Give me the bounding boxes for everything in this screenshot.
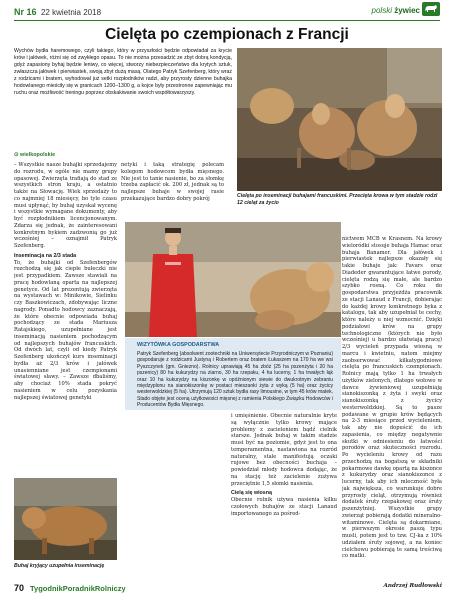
issue-date: 22 kwietnia 2018 [40,8,102,17]
photo-cows-caption: Cielęta po inseminacji buhajami francuskimi. Przecięta krowa w tym stadzie rodzi 12 cieląt za życio [237,193,438,206]
article-lead: Wychów bydła haremowego, czyli takiego, który w przyszłości będzie odpowiadał za krycie krów i jałówek, różni się od zwykłego opasu. To nie można przesadzić ze zbyt dobrą kondycją, gdyż zapasiony byhaj będzie leniwy, co więcej, stworzy niebezpieczeństwo dla krytych sztuk, zwłaszcza jałówek i pierwiastek, swoją zbyt dużą masą. Olatego Patryk Szefenberg, który wraz z rodzicami i bratem, wyhodował już setki rozpłodników radzi, aby przyrosty dzienne buhajka hodowlanego mieściły się w granicach 1200–1300 g, a kojce były przestronne zapewniając mu ruchu oraz możliwość treningu poprzez obskakiwanie swoich współtowarzyszy. [14,48,232,96]
paragraph: To, że buhajki od Szefenbergów rozchodzą się jak ciepłe bułeczki nie jest przypadkiem. Zawsze stawiali na pracę hodowlaną oparta na najlepszej genetyce. Od lat prezentują zwierzęta na wystawach w: Minikowie, Sielinku czy Baszkowiczach, zdobywając liczne nagrody. Ponadto hodowcy zaznaczają, że które obecnie odpowiada buhaj pochodzący ze stada Mariusza Ratajskiego, uzupełniane jest inseminacją nasieniem pochodzącym od najlepszych buhajów francuskich. Od dwóch lat, czyli od kiedy Patryk Szefenberg ukończył kurs inseminacji bydła aż 2/3 krów i jałówek unasienniane jest czempionami światowej sławy. – Zawsze dbaliśmy, aby chociaż 10% stada pokryć nasieniem w celu pozyskania najlepszej światowej genetyki [14,259,117,401]
cow-logo-icon [422,2,440,16]
photo-cows [237,48,442,191]
text-column-3 [342,236,442,581]
photo-bull-caption: Buhaj kryjący uzupełnia inseminację [14,563,105,569]
issue-header [14,7,101,17]
text-column-4 [231,413,337,583]
issue-number: Nr 16 [14,7,37,17]
section-label: polski żywiec [371,6,420,15]
paragraph: nictwem MCB w Krasnem. Na krowy wieloródki stosuje buhaja Hamac oraz buhaja Banamer. Dla jałówek i pierwiastek najlepsze okazały się takie buhaje jak: Favars oraz Diadeder gwarantujące łatwe porody, cielęta rodzą się małe, ale bardzo szybko rosną. Co roku do gospodarstwa przyjeżdża pracownik ze stacji Lanaud z Francji, dobierając do każdej krowy konkretnego byka z katalogu, tak aby uzupełniał te cechy, które należy u niej wzmocnić. Dzięki podziałowi krów na grupy technologiczne (których nie było wcześniej) u bardzo ułatwiają pracę) 2/3 wycieleń przypada wiosną w marcu i kwietniu, natom miejmy zaobserwować kilkatygodniowe cielęta po francuskich czempionach. Rolnicy mają tylko 1 ha trwałych użytków zielonych, dlatego wołowo w dawce żywieniowej uzupełniają sianokiszonką z żyta i swyki oraz sianokiszonką z życicy westerwoldzkiej. Są to pasze podawane w grupie krów będących na 2-3 miesiące przed wycieleniem, tak aby nie dopuścić do ich zapasienia, co między negatywnie skutki w odniesieniu do łatwości porodów oraz skuteczności rozrodu. Po wycieleniu krowy od razu przechodzą na bogatszą w składniki pokarmowe dawkę opartą na kiszonce z kukurydzy oraz sianokiszonce z lucerny, tak aby ich mleczność była jak największa, co warunkuje dobre przyrosty cieląt, otrzymują również dodatek śruty rzepakowej oraz śruty pszenżytniej. Wszystkie grupy zwierząt pobierają dodatki mineralno-witaminowe. Cielęta są dokarmiane, w pierwszym okresie paszą typu musli, potem jest to tzw. CJ-ka z 10% udziałem śruty sojowej, a na koniec cielchowu pobierają te samą treściwą co matki. [342,236,442,560]
subheading-inseminacja: Inseminacja na 2/3 stada [14,252,77,259]
paragraph: – Wszystkie nasze buhajki sprzedajemy do rozrodu, w ogóle nie mamy grupy opasowej. Zwierzęta trafiają do stad ze wszystkich stron kraju, a ostatnio także na Słowację. Wiek sprzedaży to co najmniej 18 miesięcy, bo tyle czasu musi upłynąć, by buhaj uzyskał wycenę i wszystkie wymagane dokumenty, aby być rozpłodnikiem licencjonowanym. Zdarza się jednak, że zainteresowani konkretnym bykiem zadzwonią go już wcześniej – oznajmił Patryk Szefenberg. [14,162,117,249]
paragraph: i umięśnienie. Obecnie naturalnie kryte są wyłącznie tylko krowy mające problemy z zacieleniem bądź cielnik starsze. Jednak buhaj w takim stadzie musi być na poziomie, gdyż jest to ona temperamentna, nastawiona na rozród naturalny, stale manifestują oczaki rujowe bez obecności buchaja – powiedział młody hodowca dodając, że na stację też zacielenie zużywa przeciętnie 1,5 słomki nasienia. [231,413,337,487]
paragraph: netyki i taką strategię polecam kolegom hodowcom bydła mięsnego. Nie jest to tanie nasienie, bo za słomkę trzeba zapłacić ok. 200 zł, jednak są to najlepsze buhaje w swojej rasie przekazujące bardzo dobry pokrój [121,162,224,202]
paragraph: Obecnie rolnik używa nasienia kilku czołowych buhajów ze stacji Lanaud importowanego za pośred- [231,497,337,517]
subheading-cielą-się: Cielą się wiosną [231,490,272,497]
article-title: Cielęta po czempionach z Francji [105,26,349,43]
magazine-name: TygodnikPoradnikRolniczy [30,584,126,593]
text-column-2 [121,162,224,218]
farm-info-body: Patryk Szefenberg (absolwent zootechniki na Uniwersytecie Przyrodniczym w Poznaniu) gospodaruje z rodzicami Justyną i Robertem oraz bratem Łukaszem na 170 ha we wsi Pyszczynek (gm. Gniezno). Rolnicy uprawiają 45 ha zbóż (25 ha pszenżyta i 20 ha pszenicy) 80 ha kukurydzy na ziarno, 30 ha rzepaku, 4 ha lucerny, 1 ha trwałych łąk oraz 10 ha kukurydzy na kiszonkę w opóźnionym siewie do dwukrotnym zebraniu międzyplonu na sianokiszonkę w postaci mieszanki żyta z wyką (5 ha) oraz życicy westerwoldzkiej (5 ha). Utrzymują 120 sztuk bydła rasy limousine, w tym 45 krów matek. Stado objęte jest oceną użytkowości mięsnej z ramienia Polskiego Związku Hodowców i Producentów Bydła Mięsnego. [137,351,333,409]
pin-icon: ⊙ [14,152,19,158]
header-rule [14,20,440,21]
farm-info-box [125,338,341,410]
photo-farmer [125,222,341,337]
text-column-1 [14,162,117,474]
photo-bull [14,478,117,560]
author-signature: Andrzej Rudłowski [383,583,442,589]
region-tag: ⊙ wielkopolskie [14,152,56,158]
farm-info-title: WIZYTÓWKA GOSPODARSTWA [137,342,220,348]
page-number: 70 [14,583,25,593]
